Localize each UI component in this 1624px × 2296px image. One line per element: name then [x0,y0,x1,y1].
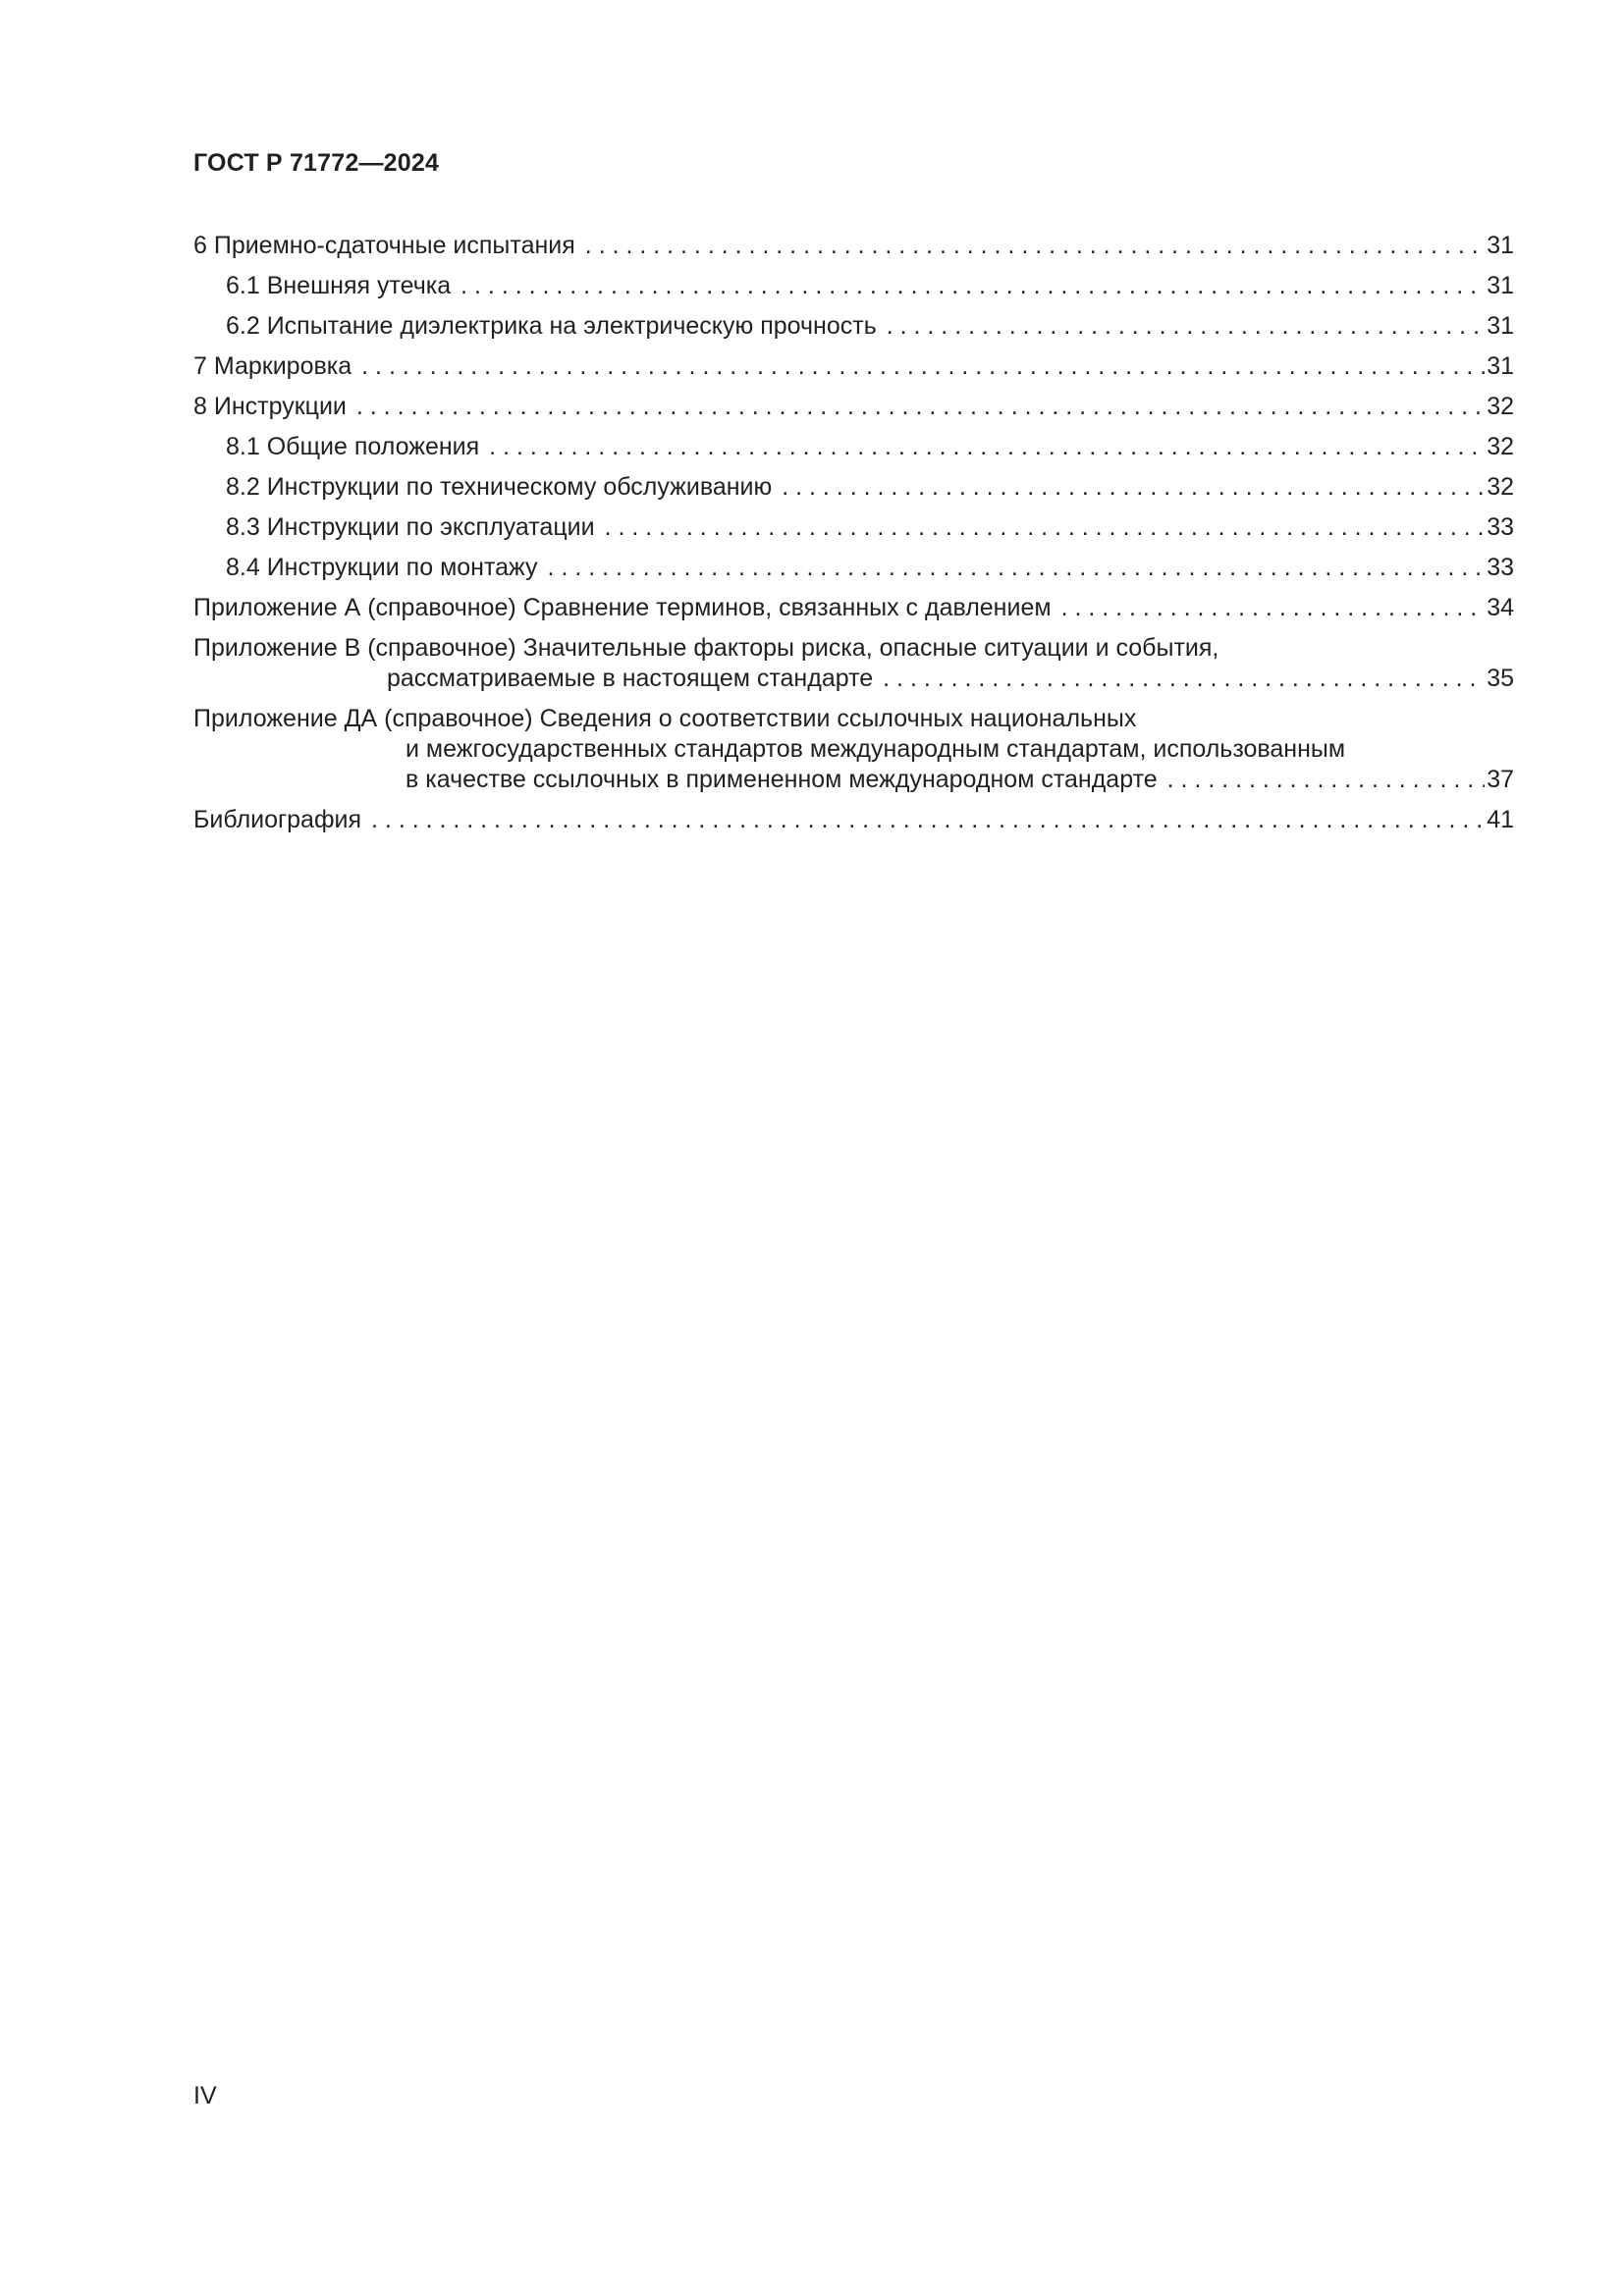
toc-entry-bibliography [193,800,1514,840]
toc-entry-title: 6.2 Испытание диэлектрика на электрическую прочность [226,312,877,340]
toc-entry-6-1 [193,266,1514,306]
toc-entry-page: 31 [1487,272,1514,299]
dot-leader [356,387,1485,427]
toc-entry-page: 33 [1487,554,1514,581]
toc-entry-8-3 [193,507,1514,548]
dot-leader [371,800,1485,840]
toc-entry-title: 6.1 Внешняя утечка [226,272,452,299]
dot-leader [548,548,1486,588]
toc-entry-page: 32 [1487,393,1514,420]
document-header-id: ГОСТ Р 71772—2024 [193,149,440,177]
dot-leader [585,226,1485,266]
toc-entry-title: 7 Маркировка [193,352,352,380]
toc-entry-title: 6 Приемно-сдаточные испытания [193,232,575,259]
toc-entry-title: 8.1 Общие положения [226,433,480,460]
toc-entry-page: 32 [1487,433,1514,460]
toc-entry-title: 8 Инструкции [193,393,347,420]
toc-entry-appendix-a [193,588,1514,628]
toc-entry-6 [193,226,1514,266]
toc-entry-title-continuation: и межгосударственных стандартов международным стандартам, использованным [406,735,1346,763]
dot-leader [782,467,1485,507]
dot-leader [1061,588,1486,628]
dot-leader [887,306,1485,347]
toc-entry-title: Библиография [193,806,362,833]
toc-entry-title: 8.2 Инструкции по техническому обслуживанию [226,473,773,501]
toc-entry-appendix-da [193,699,1514,800]
dot-leader [1167,765,1486,795]
toc-entry-page: 41 [1487,806,1514,833]
toc-entry-8 [193,387,1514,427]
toc-entry-6-2 [193,306,1514,347]
toc-entry-title: Приложение В (справочное) Значительные факторы риска, опасные ситуации и события, [193,634,1219,662]
toc-entry-8-2 [193,467,1514,507]
toc-entry-page: 34 [1487,594,1514,621]
toc-entry-page: 35 [1487,665,1514,692]
toc-entry-page: 31 [1487,352,1514,380]
dot-leader [489,427,1485,467]
toc-entry-title: Приложение ДА (справочное) Сведения о соответствии ссылочных национальных [193,705,1137,732]
toc-entry-page: 32 [1487,473,1514,501]
page-number: IV [193,2082,217,2109]
toc-entry-8-4 [193,548,1514,588]
dot-leader [883,664,1485,694]
toc-entry-appendix-b [193,628,1514,699]
dot-leader [460,266,1485,306]
toc-entry-page: 31 [1487,232,1514,259]
toc-entry-page: 31 [1487,312,1514,340]
toc-entry-title-continuation: рассматриваемые в настоящем стандарте [387,665,874,692]
toc-entry-title-continuation: в качестве ссылочных в примененном международном стандарте [406,766,1158,793]
toc-entry-title: 8.4 Инструкции по монтажу [226,554,538,581]
toc-entry-page: 37 [1487,766,1514,793]
toc-entry-title: Приложение А (справочное) Сравнение терминов, связанных с давлением [193,594,1052,621]
toc-entry-title: 8.3 Инструкции по эксплуатации [226,513,595,541]
dot-leader [605,507,1486,548]
dot-leader [361,347,1485,387]
toc-entry-8-1 [193,427,1514,467]
toc-entry-7 [193,347,1514,387]
toc-entry-page: 33 [1487,513,1514,541]
table-of-contents [193,226,1514,840]
